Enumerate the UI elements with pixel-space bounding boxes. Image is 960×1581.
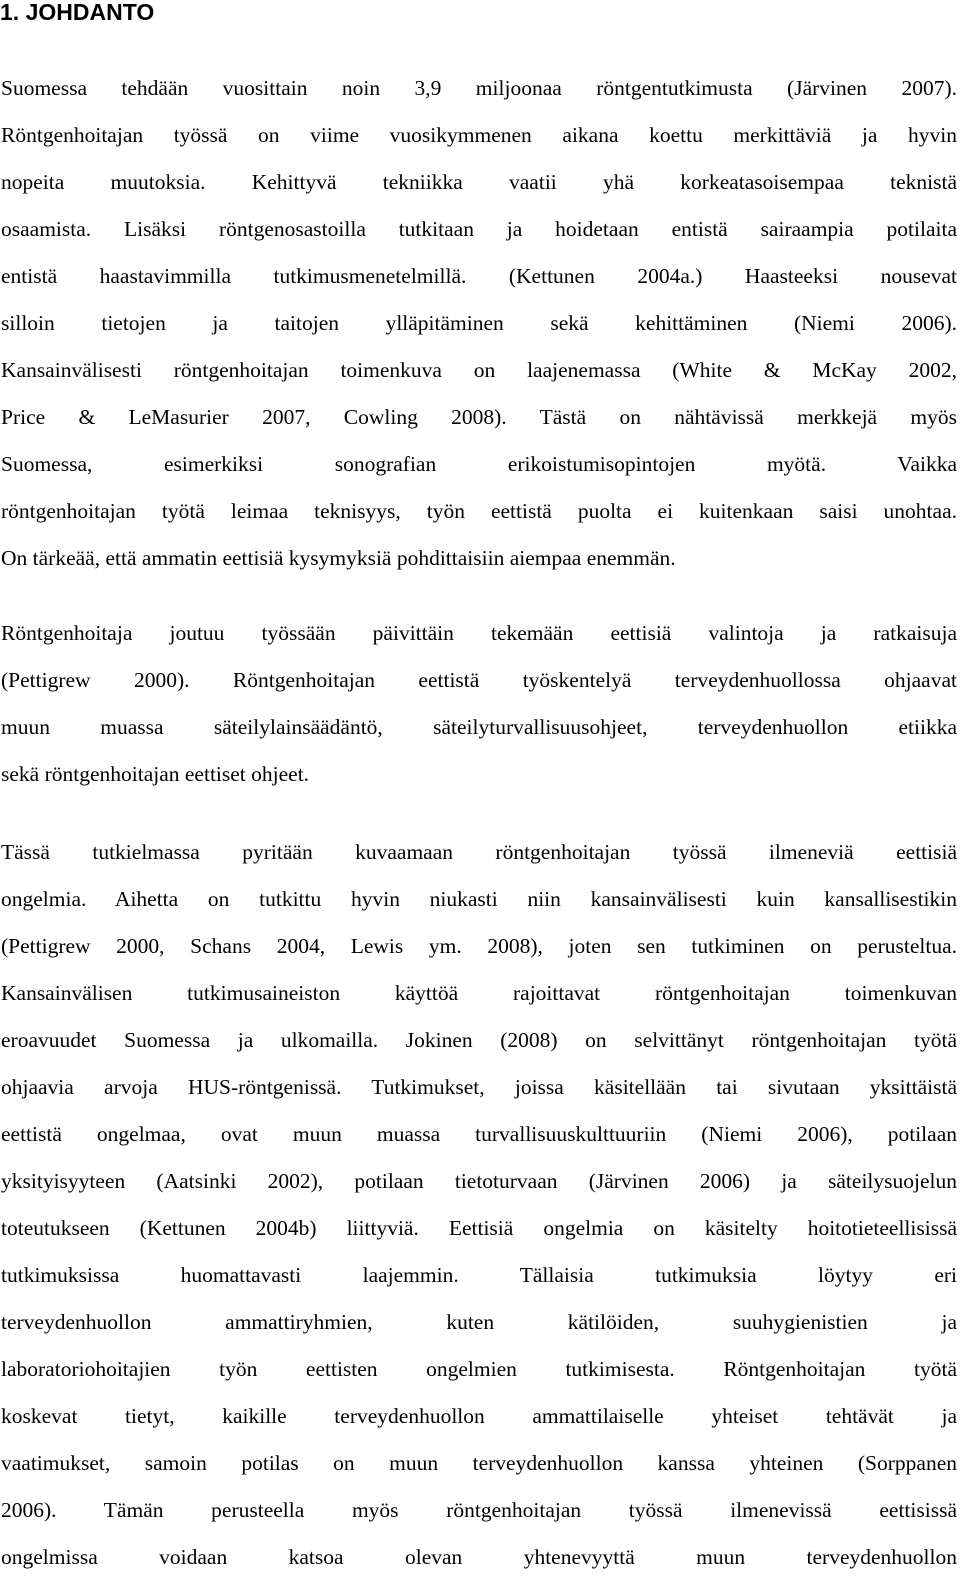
text-line: koskevat tietyt, kaikille terveydenhuollon ammattilaiselle yhteiset tehtävät ja bbox=[1, 1404, 957, 1428]
text-line: ongelmissa voidaan katsoa olevan yhtenevyyttä muun terveydenhuollon bbox=[1, 1545, 957, 1569]
text-line: Röntgenhoitajan työssä on viime vuosikymmenen aikana koettu merkittäviä ja hyvin bbox=[1, 123, 957, 147]
text-line: toteutukseen (Kettunen 2004b) liittyviä. Eettisiä ongelmia on käsitelty hoitotieteellisissä bbox=[1, 1216, 957, 1240]
text-line: (Pettigrew 2000, Schans 2004, Lewis ym. 2008), joten sen tutkiminen on perusteltua. bbox=[1, 934, 957, 958]
paragraph-introduction bbox=[1, 65, 957, 582]
text-line: laboratoriohoitajien työn eettisten ongelmien tutkimisesta. Röntgenhoitajan työtä bbox=[1, 1357, 957, 1381]
text-line: tutkimuksissa huomattavasti laajemmin. Tällaisia tutkimuksia löytyy eri bbox=[1, 1263, 957, 1287]
text-line: ongelmia. Aihetta on tutkittu hyvin niukasti niin kansainvälisesti kuin kansallisestikin bbox=[1, 887, 957, 911]
text-line: osaamista. Lisäksi röntgenosastoilla tutkitaan ja hoidetaan entistä sairaampia potilaita bbox=[1, 217, 957, 241]
text-line: röntgenhoitajan työtä leimaa teknisyys, työn eettistä puolta ei kuitenkaan saisi unohtaa. bbox=[1, 499, 957, 523]
text-line: Tässä tutkielmassa pyritään kuvaamaan röntgenhoitajan työssä ilmeneviä eettisiä bbox=[1, 840, 957, 864]
text-line: terveydenhuollon ammattiryhmien, kuten kätilöiden, suuhygienistien ja bbox=[1, 1310, 957, 1334]
text-line: 2006). Tämän perusteella myös röntgenhoitajan työssä ilmenevissä eettisissä bbox=[1, 1498, 957, 1522]
text-line: Suomessa tehdään vuosittain noin 3,9 miljoonaa röntgentutkimusta (Järvinen 2007). bbox=[1, 76, 957, 100]
text-line: Price & LeMasurier 2007, Cowling 2008). Tästä on nähtävissä merkkejä myös bbox=[1, 405, 957, 429]
text-line: ohjaavia arvoja HUS-röntgenissä. Tutkimukset, joissa käsitellään tai sivutaan yksittäistä bbox=[1, 1075, 957, 1099]
text-line: (Pettigrew 2000). Röntgenhoitajan eettistä työskentelyä terveydenhuollossa ohjaavat bbox=[1, 668, 957, 692]
text-line: entistä haastavimmilla tutkimusmenetelmillä. (Kettunen 2004a.) Haasteeksi nousevat bbox=[1, 264, 957, 288]
text-line: nopeita muutoksia. Kehittyvä tekniikka vaatii yhä korkeatasoisempaa teknistä bbox=[1, 170, 957, 194]
text-line: muun muassa säteilylainsäädäntö, säteilyturvallisuusohjeet, terveydenhuollon etiikka bbox=[1, 715, 957, 739]
text-line: Kansainvälisesti röntgenhoitajan toimenkuva on laajenemassa (White & McKay 2002, bbox=[1, 358, 957, 382]
section-heading: 1. JOHDANTO bbox=[0, 0, 155, 25]
text-line: vaatimukset, samoin potilas on muun terveydenhuollon kanssa yhteinen (Sorppanen bbox=[1, 1451, 957, 1475]
text-line: eettistä ongelmaa, ovat muun muassa turvallisuuskulttuuriin (Niemi 2006), potilaan bbox=[1, 1122, 957, 1146]
text-line: yksityisyyteen (Aatsinki 2002), potilaan tietoturvaan (Järvinen 2006) ja säteilysuojelun bbox=[1, 1169, 957, 1193]
text-line: eroavuudet Suomessa ja ulkomailla. Jokinen (2008) on selvittänyt röntgenhoitajan työtä bbox=[1, 1028, 957, 1052]
text-line: Kansainvälisen tutkimusaineiston käyttöä rajoittavat röntgenhoitajan toimenkuvan bbox=[1, 981, 957, 1005]
paragraph-ethical-choices bbox=[1, 610, 957, 798]
text-line: silloin tietojen ja taitojen ylläpitäminen sekä kehittäminen (Niemi 2006). bbox=[1, 311, 957, 335]
text-line: On tärkeää, että ammatin eettisiä kysymyksiä pohdittaisiin aiempaa enemmän. bbox=[1, 546, 676, 570]
text-line: sekä röntgenhoitajan eettiset ohjeet. bbox=[1, 762, 310, 786]
paragraph-study-aim bbox=[1, 829, 957, 1581]
text-line: Röntgenhoitaja joutuu työssään päivittäin tekemään eettisiä valintoja ja ratkaisuja bbox=[1, 621, 957, 645]
text-line: Suomessa, esimerkiksi sonografian erikoistumisopintojen myötä. Vaikka bbox=[1, 452, 957, 476]
